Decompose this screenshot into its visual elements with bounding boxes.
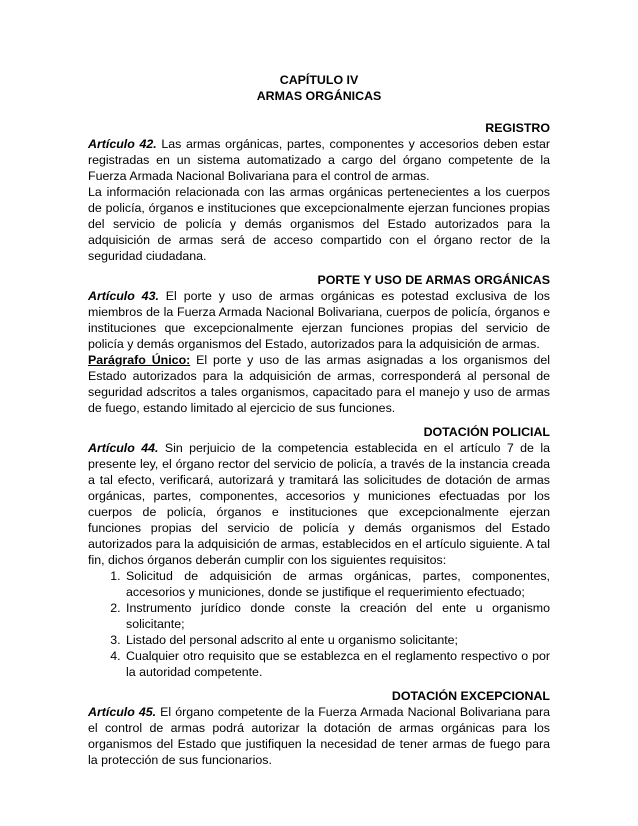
article-45: [88, 704, 550, 768]
chapter-title: ARMAS ORGÁNICAS: [256, 89, 382, 103]
section-heading-registro: REGISTRO: [485, 121, 550, 135]
article-text: El órgano competente de la Fuerza Armada Nacional Bolivariana para el control de armas podrá autorizar la dotación de armas orgánicas para los organismos del Estado que justifiquen la necesidad de tener armas de fuego para la protección de sus funcionarios.: [88, 705, 550, 767]
article-label: Artículo 45.: [88, 705, 157, 719]
article-43: [88, 288, 550, 352]
article-42-paragraph-2: La información relacionada con las armas orgánicas pertenecientes a los cuerpos de policía, órganos e instituciones que excepcionalmente ejerzan funciones propias del servicio de policía y demás organismos del Estado autorizados para la adquisición de armas será de acceso compartido con el órgano rector de la seguridad ciudadana.: [88, 185, 550, 263]
article-text: El porte y uso de armas orgánicas es potestad exclusiva de los miembros de la Fuerza Armada Nacional Bolivariana, cuerpos de policía, órganos e instituciones que excepcionalmente ejerzan funciones propias del servicio de policía y demás organismos del Estado, autorizados para la adquisición de armas.: [88, 289, 550, 351]
paragraph-label: Parágrafo Único:: [88, 353, 191, 367]
article-44: [88, 440, 550, 568]
article-42: [88, 136, 550, 184]
article-label: Artículo 42.: [88, 137, 157, 151]
requirements-list: [88, 568, 550, 680]
list-item: 1. Solicitud de adquisición de armas orgánicas, partes, componentes, accesorios y municiones, donde se justifique el requerimiento efectuado;: [124, 568, 550, 600]
article-text: Las armas orgánicas, partes, componentes y accesorios deben estar registradas en un sistema automatizado a cargo del órgano competente de la Fuerza Armada Nacional Bolivariana para el control de armas.: [88, 137, 551, 183]
section-heading-porte-uso: PORTE Y USO DE ARMAS ORGÁNICAS: [317, 273, 550, 287]
list-item: 4. Cualquier otro requisito que se establezca en el reglamento respectivo o por la autoridad competente.: [124, 648, 550, 680]
article-text: Sin perjuicio de la competencia establecida en el artículo 7 de la presente ley, el órgano rector del servicio de policía, a través de la instancia creada a tal efecto, verificará, autorizará y tramitará las solicitudes de dotación de armas orgánicas, partes, componentes, accesorios y municiones efectuadas por los cuerpos de policía, órganos e instituciones que excepcionalmente ejerzan funciones propias del servicio de policía y demás organismos del Estado autorizados para la adquisición de armas, establecidos en el artículo siguiente. A tal fin, dichos órganos deberán cumplir con los siguientes requisitos:: [88, 441, 550, 567]
list-item: 2. Instrumento jurídico donde conste la creación del ente u organismo solicitante;: [124, 600, 550, 632]
document-page: [88, 72, 550, 768]
chapter-number: CAPÍTULO IV: [279, 73, 359, 87]
list-item: 3. Listado del personal adscrito al ente u organismo solicitante;: [124, 632, 550, 648]
paragraph-text: El porte y uso de las armas asignadas a los organismos del Estado autorizados para la adquisición de armas, corresponderá al personal de seguridad adscritos a tales organismos, capacitado para el manejo y uso de armas de fuego, estando limitado al ejercicio de sus funciones.: [88, 353, 550, 415]
section-heading-dotacion-policial: DOTACIÓN POLICIAL: [423, 425, 550, 439]
section-heading-dotacion-excepcional: DOTACIÓN EXCEPCIONAL: [391, 689, 550, 703]
article-label: Artículo 43.: [88, 289, 159, 303]
paragrafo-unico: [88, 352, 550, 416]
article-label: Artículo 44.: [88, 441, 159, 455]
